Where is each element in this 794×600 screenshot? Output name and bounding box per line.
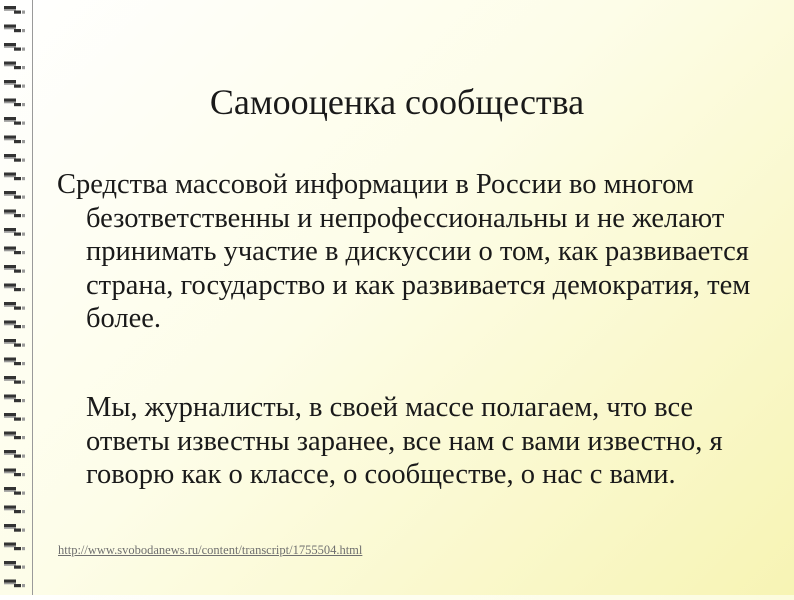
paragraph-media: Средства массовой информации в России во многом безответственны и непрофессиональны и не желают принимать участие в дискуссии о том, как развивается страна, государство и как развивается демократия, тем более.	[57, 169, 751, 334]
spiral-ring	[4, 413, 25, 421]
spiral-ring	[4, 265, 25, 273]
spiral-ring	[4, 487, 25, 495]
spiral-ring	[4, 339, 25, 347]
spiral-ring	[4, 284, 25, 292]
paragraph-journalists: Мы, журналисты, в своей массе полагаем, что все ответы известны заранее, все нам с вами известно, я говорю как о классе, о сообществе, о нас с вами.	[86, 392, 723, 490]
spiral-ring	[4, 469, 25, 477]
spiral-ring	[4, 358, 25, 366]
spiral-ring	[4, 173, 25, 181]
spiral-ring	[4, 302, 25, 310]
spiral-ring	[4, 321, 25, 329]
spiral-ring	[4, 210, 25, 218]
spiral-ring	[4, 247, 25, 255]
slide-title: Самооценка сообщества	[209, 82, 585, 122]
spiral-ring	[4, 580, 25, 588]
spiral-ring	[4, 450, 25, 458]
spiral-ring	[4, 524, 25, 532]
spiral-ring	[4, 191, 25, 199]
spiral-ring	[4, 25, 25, 33]
spiral-ring	[4, 43, 25, 51]
source-link[interactable]: http://www.svobodanews.ru/content/transcript/1755504.html	[58, 543, 363, 557]
spiral-ring	[4, 62, 25, 70]
spiral-ring	[4, 543, 25, 551]
spiral-ring	[4, 136, 25, 144]
spiral-ring	[4, 561, 25, 569]
spiral-ring	[4, 376, 25, 384]
spiral-ring	[4, 228, 25, 236]
spiral-ring	[4, 154, 25, 162]
spiral-ring	[4, 6, 25, 14]
spiral-ring	[4, 506, 25, 514]
spiral-ring	[4, 432, 25, 440]
spiral-ring	[4, 395, 25, 403]
